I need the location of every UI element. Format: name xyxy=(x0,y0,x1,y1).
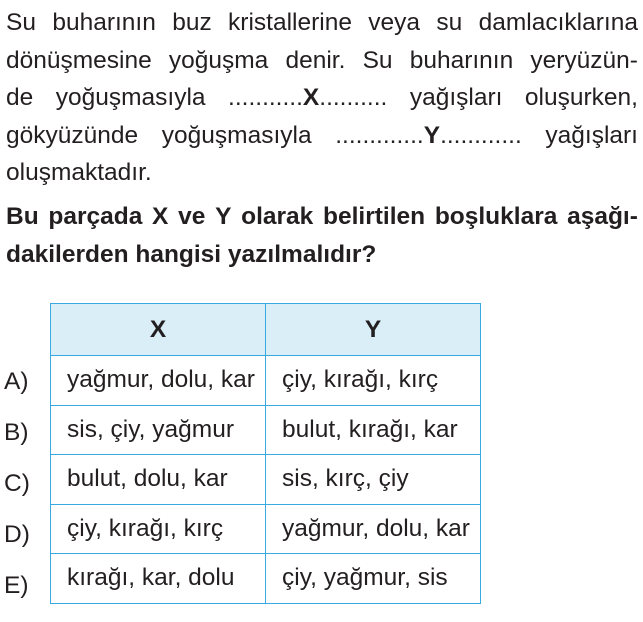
blank-dots: ............ xyxy=(440,121,522,149)
word: dönüşmesine xyxy=(6,46,152,74)
word: buharının xyxy=(409,46,514,74)
word: oluşurken, xyxy=(524,84,638,111)
word: yağışları xyxy=(409,84,503,111)
word: gökyüzünde xyxy=(6,121,139,149)
cell-x: bulut, dolu, kar xyxy=(51,455,266,505)
word: denir. xyxy=(285,46,346,74)
blank-dots: ............. xyxy=(335,121,424,149)
blank-x xyxy=(228,79,387,117)
word: oluşmaktadır. xyxy=(6,159,152,186)
word: olarak xyxy=(241,203,314,230)
blank-dots: .......... xyxy=(319,84,388,111)
table-header-row xyxy=(51,304,481,356)
blank-y xyxy=(335,117,522,155)
word: Su xyxy=(362,46,393,74)
passage-text xyxy=(6,4,638,192)
header-y: Y xyxy=(266,304,481,356)
option-letter-a[interactable]: A) xyxy=(4,368,29,395)
passage-line-2 xyxy=(6,42,638,80)
option-letter-d[interactable]: D) xyxy=(4,521,30,548)
word: Su xyxy=(6,9,36,36)
word: yoğuşma xyxy=(168,46,269,74)
question-line-1 xyxy=(6,198,638,236)
option-letter-b[interactable]: B) xyxy=(4,419,29,446)
cell-y: bulut, kırağı, kar xyxy=(266,405,481,455)
option-letters xyxy=(4,356,44,611)
cell-y: çiy, kırağı, kırç xyxy=(266,356,481,406)
cell-x: yağmur, dolu, kar xyxy=(51,356,266,406)
word: yoğuşmasıyla xyxy=(161,121,312,149)
question-line-2-text: dakilerden hangisi yazılmalıdır? xyxy=(6,241,377,268)
table-row[interactable] xyxy=(51,504,481,554)
word: su xyxy=(436,9,463,36)
question-line-2 xyxy=(6,236,638,274)
word: yoğuşmasıyla xyxy=(55,84,206,111)
option-letter-c[interactable]: C) xyxy=(4,470,30,497)
word: parçada xyxy=(48,203,143,230)
table-row[interactable] xyxy=(51,405,481,455)
cell-y: sis, kırç, çiy xyxy=(266,455,481,505)
word: boşluklara xyxy=(434,203,558,230)
blank-letter-x: X xyxy=(302,84,320,111)
blank-letter-y: Y xyxy=(423,121,441,149)
word: yağışları xyxy=(545,121,638,149)
passage-line-3 xyxy=(6,79,638,117)
word: Bu xyxy=(6,203,39,230)
options-table xyxy=(50,303,481,604)
passage-line-4 xyxy=(6,117,638,155)
header-x: X xyxy=(51,304,266,356)
word: Y xyxy=(215,203,232,230)
word: X xyxy=(152,203,169,230)
word: de xyxy=(6,84,34,111)
question-stem xyxy=(6,198,638,274)
word: aşağı- xyxy=(567,203,638,230)
blank-dots: ........... xyxy=(228,84,303,111)
word: buz xyxy=(172,9,212,36)
cell-y: yağmur, dolu, kar xyxy=(266,504,481,554)
passage-line-5 xyxy=(6,154,638,192)
word: buharının xyxy=(52,9,156,36)
word: veya xyxy=(368,9,421,36)
word: belirtilen xyxy=(323,203,426,230)
word: ve xyxy=(178,203,206,230)
table-row[interactable] xyxy=(51,356,481,406)
table-row[interactable] xyxy=(51,455,481,505)
passage-line-1 xyxy=(6,4,638,42)
option-letter-e[interactable]: E) xyxy=(4,572,29,599)
word: damlacıklarına xyxy=(478,9,638,36)
cell-x: çiy, kırağı, kırç xyxy=(51,504,266,554)
cell-x: kırağı, kar, dolu xyxy=(51,554,266,604)
word: yeryüzün- xyxy=(530,46,638,74)
table-row[interactable] xyxy=(51,554,481,604)
cell-x: sis, çiy, yağmur xyxy=(51,405,266,455)
word: kristallerine xyxy=(228,9,352,36)
cell-y: çiy, yağmur, sis xyxy=(266,554,481,604)
